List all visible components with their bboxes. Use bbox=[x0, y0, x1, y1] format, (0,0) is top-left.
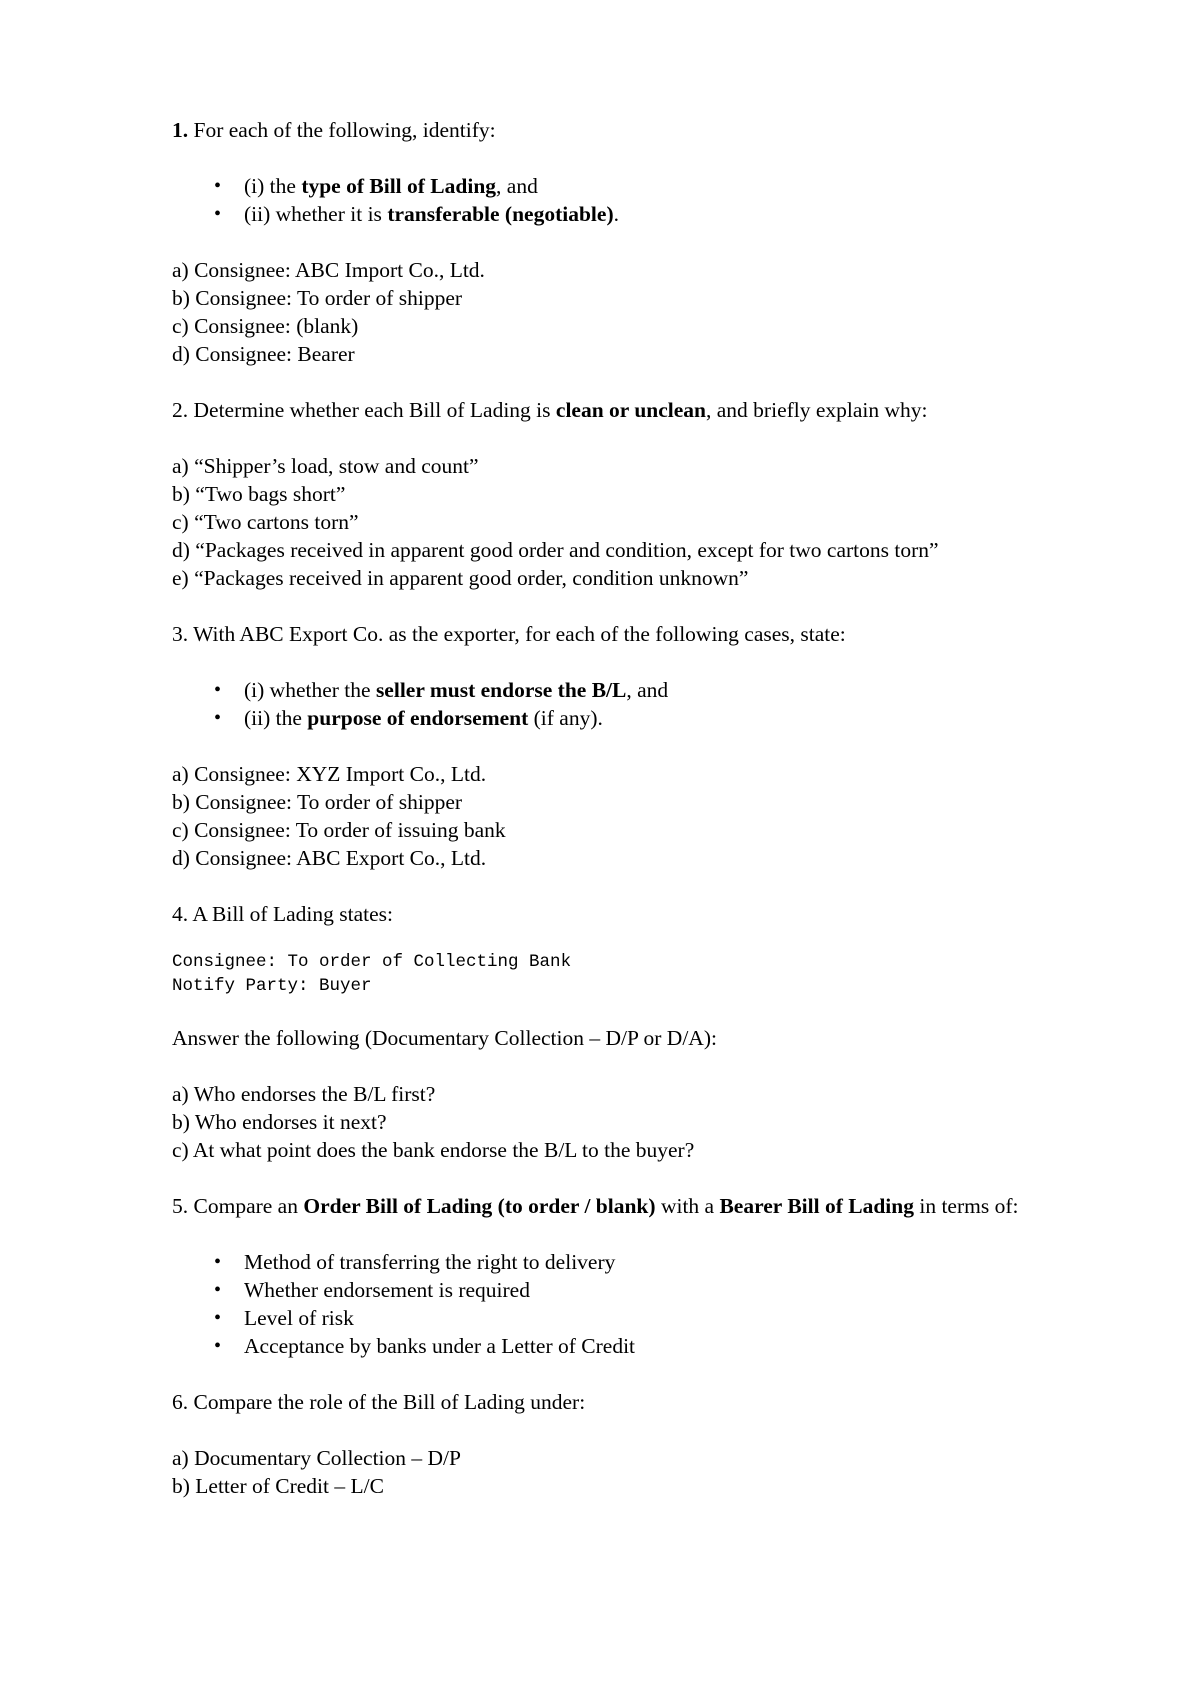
list-item bbox=[172, 172, 1072, 200]
bold-text: seller must endorse the B/L bbox=[375, 678, 627, 702]
bullet-icon: • bbox=[214, 707, 222, 729]
text: , and bbox=[496, 174, 538, 198]
list-item bbox=[172, 704, 1072, 732]
text: (ii) the bbox=[244, 706, 308, 730]
bullet-icon: • bbox=[214, 1251, 222, 1273]
text: with a bbox=[655, 1194, 720, 1218]
q3-criteria-list bbox=[172, 676, 1072, 732]
text: (i) the bbox=[244, 174, 302, 198]
bold-text: transferable (negotiable) bbox=[387, 202, 614, 226]
q3-item-b: b) Consignee: To order of shipper bbox=[172, 790, 463, 814]
bullet-icon: • bbox=[214, 175, 222, 197]
q5-criteria-list bbox=[172, 1248, 1072, 1360]
q1-intro-text: For each of the following, identify: bbox=[188, 118, 496, 142]
q2-item-a: a) “Shipper’s load, stow and count” bbox=[172, 454, 479, 478]
list-item bbox=[172, 676, 1072, 704]
list-item bbox=[172, 1332, 1072, 1360]
q4-item-a: a) Who endorses the B/L first? bbox=[172, 1082, 436, 1106]
bullet-icon: • bbox=[214, 203, 222, 225]
bold-text: type of Bill of Lading bbox=[301, 174, 497, 198]
text: (ii) whether it is bbox=[244, 202, 388, 226]
text: 5. Compare an bbox=[172, 1194, 304, 1218]
q5-intro bbox=[172, 1192, 1072, 1220]
q3-intro: 3. With ABC Export Co. as the exporter, for each of the following cases, state: bbox=[172, 622, 846, 646]
bullet-icon: • bbox=[214, 1335, 222, 1357]
q4-item-b: b) Who endorses it next? bbox=[172, 1110, 387, 1134]
list-item bbox=[172, 1276, 1072, 1304]
text: . bbox=[613, 202, 619, 226]
q3-item-a: a) Consignee: XYZ Import Co., Ltd. bbox=[172, 762, 487, 786]
q4-intro: 4. A Bill of Lading states: bbox=[172, 902, 393, 926]
bold-text: Bearer Bill of Lading bbox=[719, 1194, 914, 1218]
text: Level of risk bbox=[244, 1306, 354, 1330]
bullet-icon: • bbox=[214, 1279, 222, 1301]
list-item bbox=[172, 1304, 1072, 1332]
q2-item-e: e) “Packages received in apparent good order, condition unknown” bbox=[172, 566, 749, 590]
bold-text: clean or unclean bbox=[555, 398, 707, 422]
list-item bbox=[172, 1248, 1072, 1276]
bold-text: purpose of endorsement bbox=[307, 706, 529, 730]
text: 2. Determine whether each Bill of Lading is bbox=[172, 398, 556, 422]
q2-item-c: c) “Two cartons torn” bbox=[172, 510, 359, 534]
q6-item-b: b) Letter of Credit – L/C bbox=[172, 1474, 384, 1498]
q6-item-a: a) Documentary Collection – D/P bbox=[172, 1446, 461, 1470]
q4-answer-prompt: Answer the following (Documentary Collection – D/P or D/A): bbox=[172, 1026, 717, 1050]
text: (if any). bbox=[528, 706, 603, 730]
document-page bbox=[172, 116, 1072, 1500]
q2-item-d: d) “Packages received in apparent good order and condition, except for two cartons torn” bbox=[172, 538, 939, 562]
q6-intro: 6. Compare the role of the Bill of Lading under: bbox=[172, 1390, 586, 1414]
q3-item-c: c) Consignee: To order of issuing bank bbox=[172, 818, 506, 842]
text: (i) whether the bbox=[244, 678, 376, 702]
q3-item-d: d) Consignee: ABC Export Co., Ltd. bbox=[172, 846, 487, 870]
bullet-icon: • bbox=[214, 1307, 222, 1329]
q1-item-c: c) Consignee: (blank) bbox=[172, 314, 359, 338]
text: in terms of: bbox=[913, 1194, 1019, 1218]
text: Whether endorsement is required bbox=[244, 1278, 530, 1302]
q1-item-b: b) Consignee: To order of shipper bbox=[172, 286, 463, 310]
q2-item-b: b) “Two bags short” bbox=[172, 482, 346, 506]
bullet-icon: • bbox=[214, 679, 222, 701]
text: , and briefly explain why: bbox=[706, 398, 928, 422]
bold-text: Order Bill of Lading (to order / blank) bbox=[303, 1194, 656, 1218]
q4-item-c: c) At what point does the bank endorse the B/L to the buyer? bbox=[172, 1138, 695, 1162]
q1-number: 1. bbox=[172, 118, 189, 142]
text: Method of transferring the right to delivery bbox=[244, 1250, 616, 1274]
q1-criteria-list bbox=[172, 172, 1072, 228]
q1-item-a: a) Consignee: ABC Import Co., Ltd. bbox=[172, 258, 485, 282]
q4-code-consignee: Consignee: To order of Collecting Bank bbox=[172, 952, 572, 972]
q1-intro bbox=[172, 116, 1072, 144]
text: Acceptance by banks under a Letter of Credit bbox=[244, 1334, 636, 1358]
q1-item-d: d) Consignee: Bearer bbox=[172, 342, 355, 366]
q4-code-notify: Notify Party: Buyer bbox=[172, 976, 372, 996]
text: , and bbox=[626, 678, 669, 702]
q2-intro bbox=[172, 396, 1072, 424]
list-item bbox=[172, 200, 1072, 228]
